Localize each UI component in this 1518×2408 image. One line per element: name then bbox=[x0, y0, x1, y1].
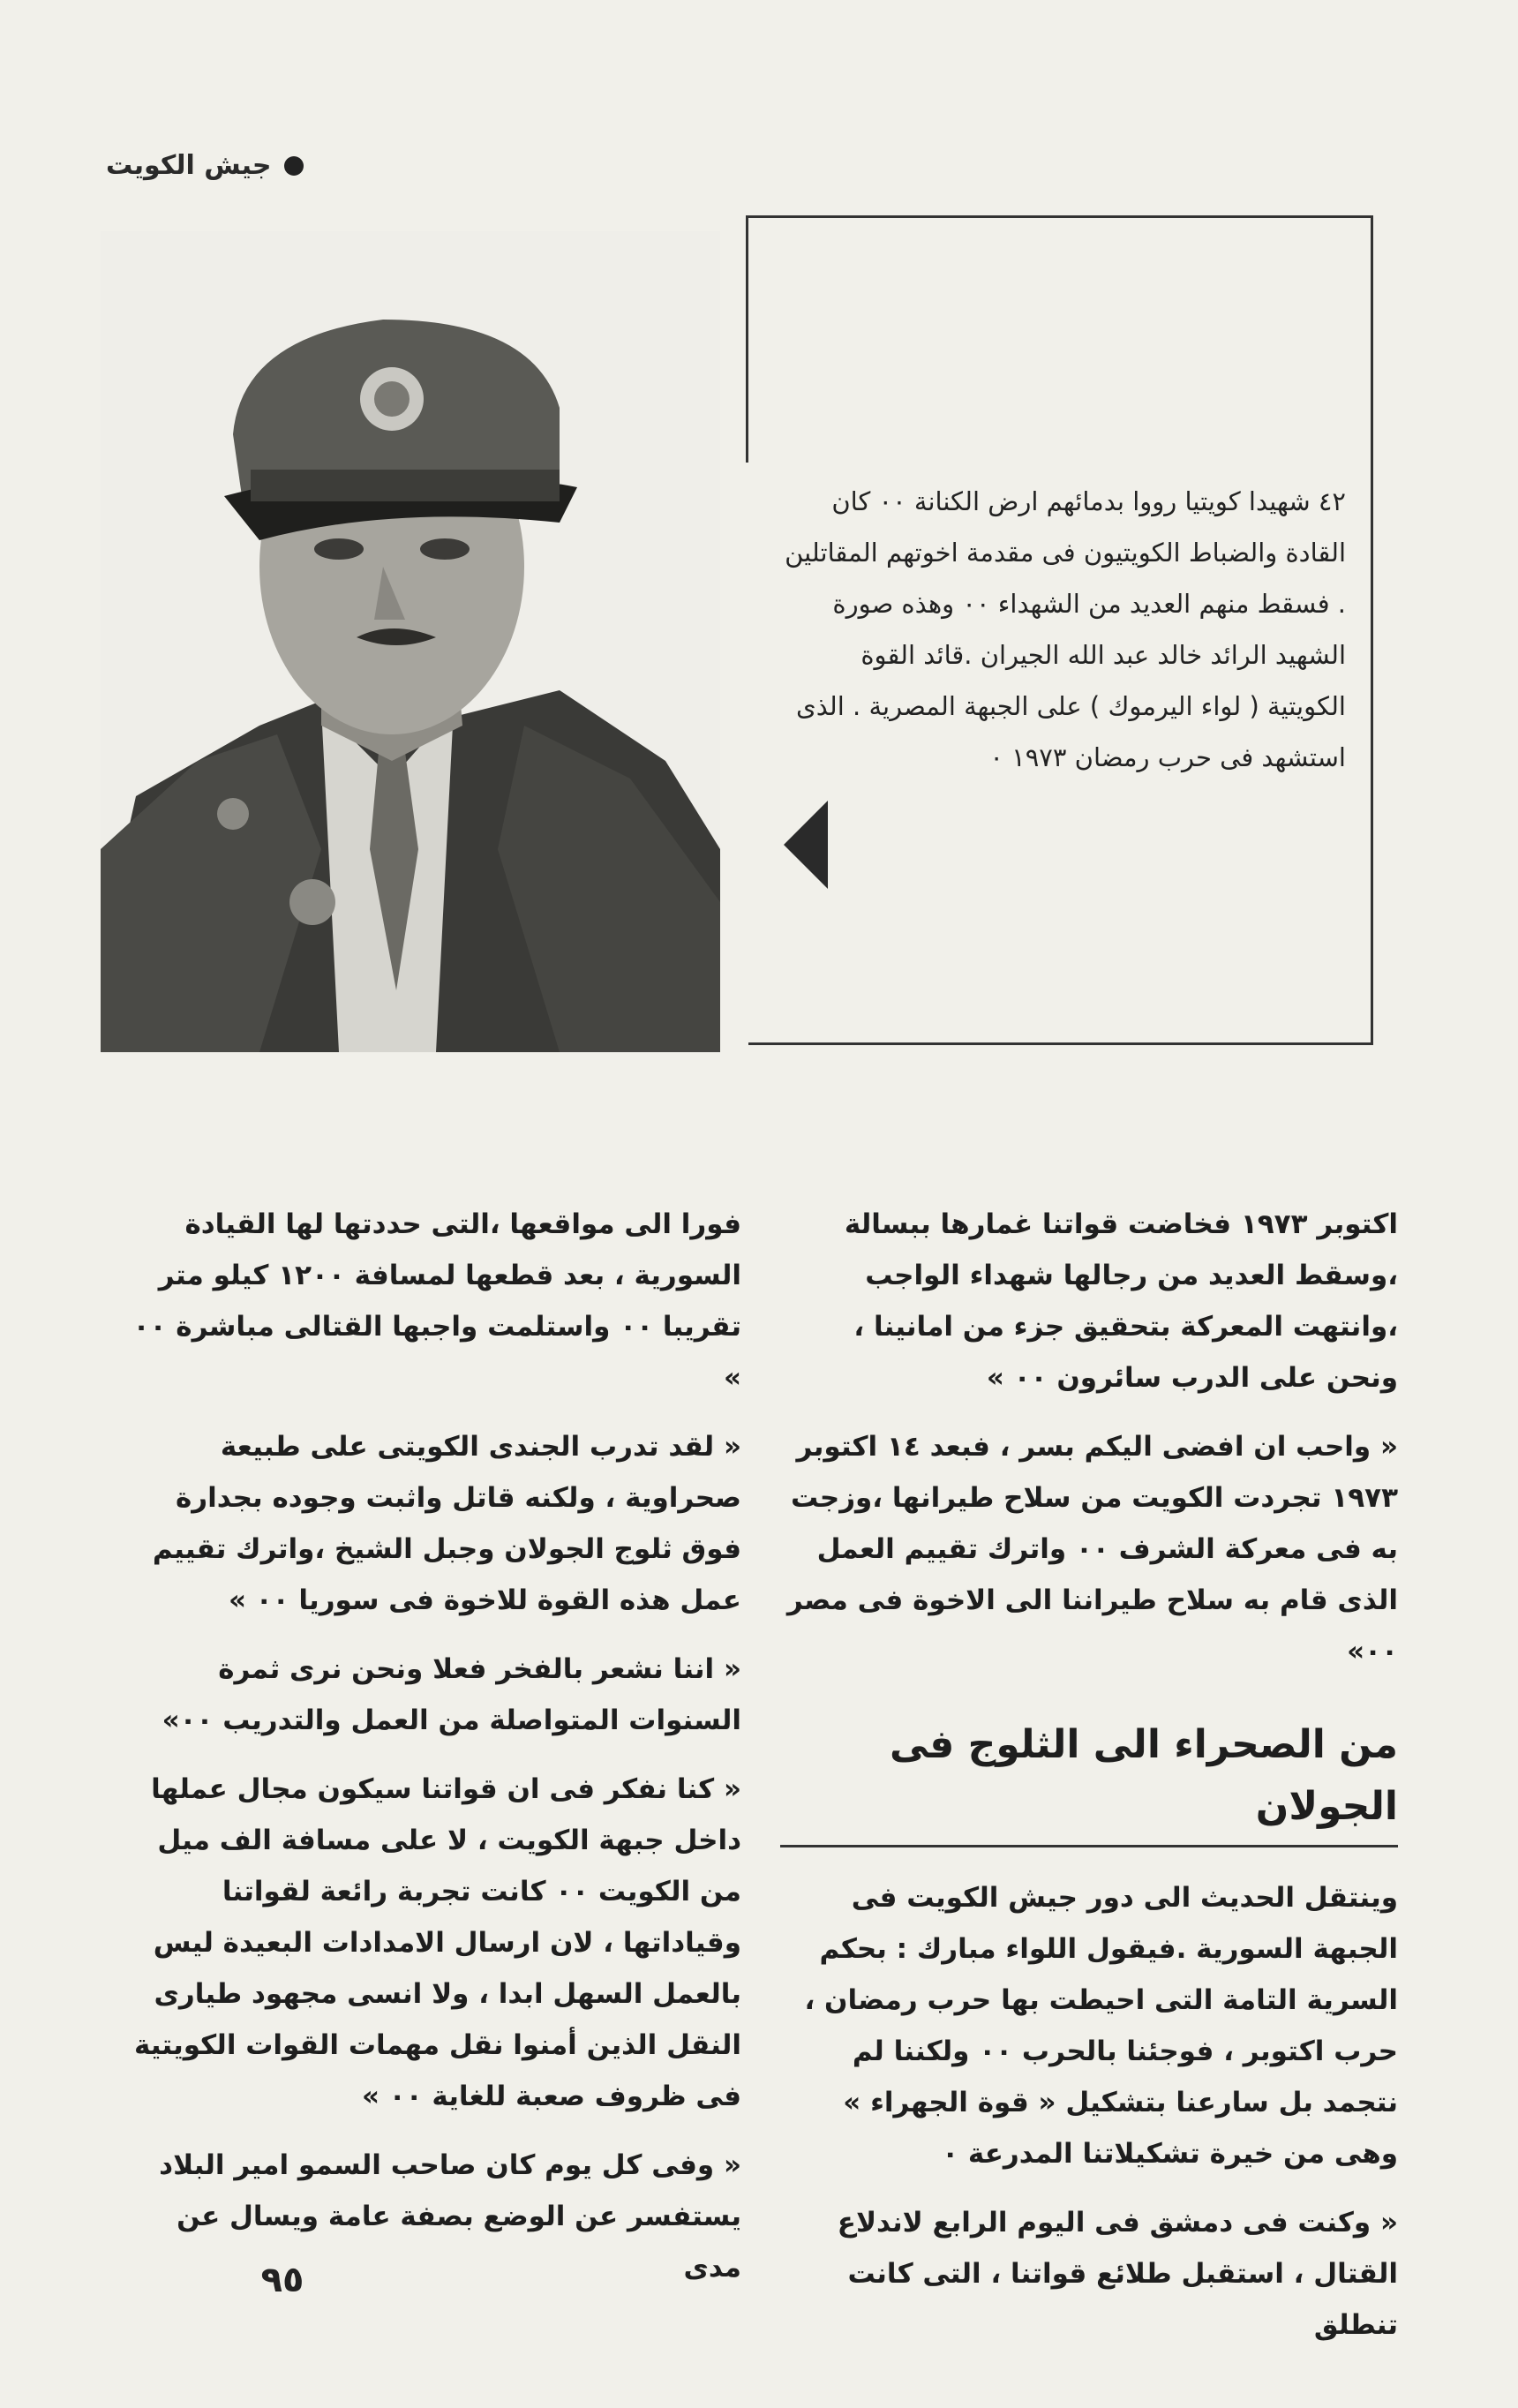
paragraph: اكتوبر ١٩٧٣ فخاضت قواتنا غمارها ببسالة ،وسقط العديد من رجالها شهداء الواجب ،وانتهت المعركة بتحقيق جزء من امانينا ، ونحن على الدرب سائرون ٠٠ » bbox=[844, 1208, 1398, 1394]
section-header bbox=[106, 148, 371, 184]
paragraph: « لقد تدرب الجندى الكويتى على طبيعة صحراوية ، ولكنه قاتل واثبت وجوده بجدارة فوق ثلوج الجولان وجبل الشيخ ،واترك تقييم عمل هذه القوة للاخوة فى سوريا ٠٠ » bbox=[152, 1431, 741, 1616]
caption-box-divider bbox=[746, 215, 748, 463]
subheading: من الصحراء الى الثلوج فى الجولان bbox=[780, 1714, 1398, 1847]
paragraph: « اننا نشعر بالفخر فعلا ونحن نرى ثمرة السنوات المتواصلة من العمل والتدريب ٠٠» bbox=[162, 1653, 741, 1736]
paragraph: « وكنت فى دمشق فى اليوم الرابع لاندلاع القتال ، استقبل طلائع قواتنا ، التى كانت تنطلق bbox=[837, 2207, 1398, 2341]
pointer-arrow-icon bbox=[784, 801, 828, 889]
page-number: ٩٥ bbox=[260, 2260, 304, 2300]
photo-caption: ٤٢ شهيدا كويتيا رووا بدمائهم ارض الكنانة ٠٠ كان القادة والضباط الكويتيون فى مقدمة اخوتهم المقاتلين . فسقط منهم العديد من الشهداء ٠٠ وهذه صورة الشهيد الرائد خالد عبد الله الجيران .قائد القوة الكويتية ( لواء اليرموك ) على الجبهة المصرية . الذى استشهد فى حرب رمضان ١٩٧٣ ٠ bbox=[785, 486, 1346, 772]
article-column-left bbox=[113, 1199, 741, 2311]
caption-box bbox=[748, 215, 1373, 1045]
officer-portrait-illustration bbox=[101, 231, 720, 1052]
paragraph: « واحب ان افضى اليكم بسر ، فبعد ١٤ اكتوبر ١٩٧٣ تجردت الكويت من سلاح طيرانها ،وزجت به فى معركة الشرف ٠٠ واترك تقييم العمل الذى قام به سلاح طيراننا الى الاخوة فى مصر ٠٠» bbox=[786, 1431, 1398, 1667]
paragraph-intro: وينتقل الحديث الى دور جيش الكويت فى الجبهة السورية .فيقول اللواء مبارك : بحكم السرية التامة التى احيطت بها حرب رمضان ، حرب اكتوبر ، فوجئنا بالحرب ٠٠ ولكننا لم نتجمد بل سارعنا بتشكيل « قوة الجهراء » وهى من خيرة تشكيلاتنا المدرعة ٠ bbox=[804, 1882, 1398, 2170]
paragraph: « كنا نفكر فى ان قواتنا سيكون مجال عملها داخل جبهة الكويت ، لا على مسافة الف ميل من الكويت ٠٠ كانت تجربة رائعة لقواتنا وقياداتها ، لان ارسال الامدادات البعيدة ليس بالعمل السهل ابدا ، ولا انسى مجهود طيارى النقل الذين أمنوا نقل مهمات القوات الكويتية فى ظروف صعبة للغاية ٠٠ » bbox=[133, 1773, 741, 2112]
article-column-right bbox=[780, 1199, 1398, 2368]
paragraph: « وفى كل يوم كان صاحب السمو امير البلاد يستفسر عن الوضع بصفة عامة ويسال عن مدى bbox=[159, 2149, 741, 2284]
officer-photo bbox=[101, 231, 720, 1052]
bullet-icon bbox=[284, 156, 304, 176]
section-title: جيش الكويت bbox=[106, 150, 272, 181]
paragraph: فورا الى مواقعها ،التى حددتها لها القيادة السورية ، بعد قطعها لمسافة ١٢٠٠ كيلو متر تقريبا ٠٠ واستلمت واجبها القتالى مباشرة ٠٠ » bbox=[132, 1208, 741, 1394]
